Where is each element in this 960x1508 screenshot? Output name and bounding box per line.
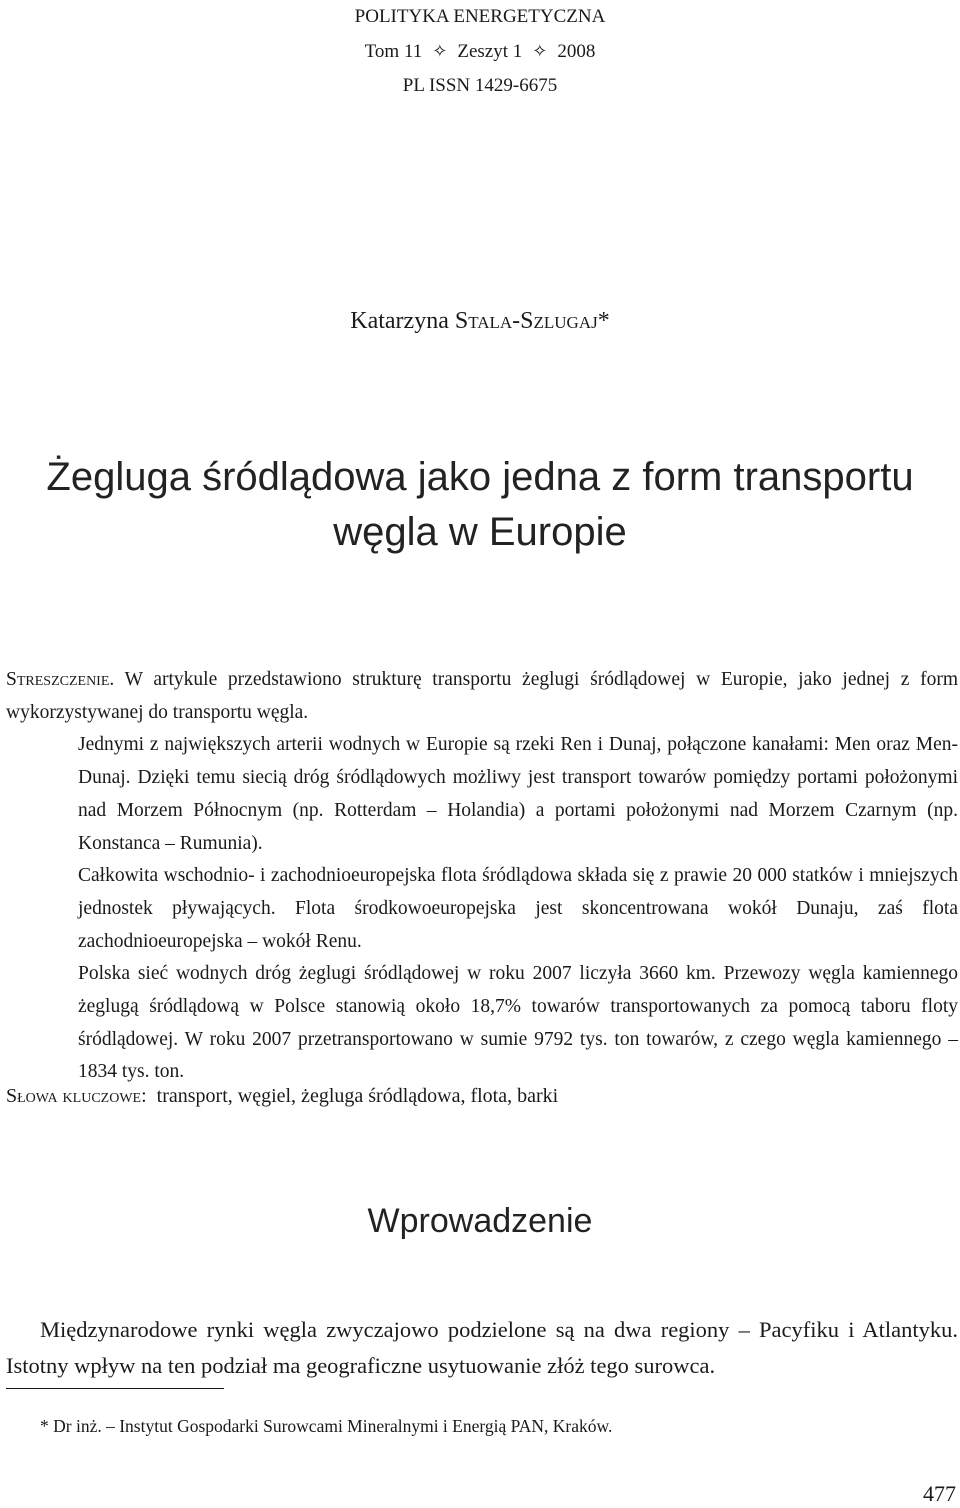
- star-separator-icon: ✧: [432, 41, 448, 61]
- page-number: 477: [923, 1481, 956, 1506]
- footnote: * Dr inż. – Instytut Gospodarki Surowcami Mineralnymi i Energią PAN, Kraków.: [40, 1416, 613, 1436]
- abstract-paragraph-3: Całkowita wschodnio- i zachodnioeuropejska flota śródlądowa składa się z prawie 20 000 statków i mniejszych jednostek pływających. Flota środkowoeuropejska jest skoncentrowana wokół Dunaju, zaś flota zachodnioeuropejska – wokół Renu.: [78, 865, 958, 952]
- abstract-text-1: W artykule przedstawiono strukturę transportu żeglugi śródlądowej w Europie, jako jednej z form wykorzystywanej do transportu węgla.: [6, 669, 958, 723]
- abstract-paragraph-2: Jednymi z największych arterii wodnych w Europie są rzeki Ren i Dunaj, połączone kanałami: Men oraz Men-Dunaj. Dzięki temu siecią dróg śródlądowych możliwy jest transport towarów pomiędzy portami położonymi nad Morzem Północnym (np. Rotterdam – Holandia) a portami położonymi nad Morzem Czarnym (np. Konstanca – Rumunia).: [78, 734, 958, 854]
- year: 2008: [557, 41, 596, 62]
- abstract-paragraph-4: Polska sieć wodnych dróg żeglugi śródlądowej w roku 2007 liczyła 3660 km. Przewozy węgla kamiennego żeglugą śródlądową w Polsce stanowią około 18,7% towarów transportowanych za pomocą taboru floty śródlądowej. W roku 2007 przetransportowano w sumie 9792 tys. ton towarów, z czego węgla kamiennego – 1834 tys. ton.: [78, 963, 958, 1083]
- intro-paragraph: Międzynarodowe rynki węgla zwyczajowo podzielone są na dwa regiony – Pacyfiku i Atlantyku. Istotny wpływ na ten podział ma geograficzne usytuowanie złóż tego surowca.: [6, 1317, 958, 1378]
- abstract-label: Streszczenie.: [6, 669, 115, 690]
- star-separator-icon: ✧: [532, 41, 548, 61]
- section-title: Wprowadzenie: [367, 1202, 593, 1240]
- keywords-text: transport, węgiel, żegluga śródlądowa, flota, barki: [156, 1085, 559, 1107]
- issue: Zeszyt 1: [457, 41, 523, 62]
- journal-header: [0, 0, 960, 103]
- author-footnote-marker: *: [597, 308, 610, 334]
- keywords: [6, 1085, 558, 1108]
- keywords-label: Słowa kluczowe:: [6, 1085, 147, 1107]
- author-last-name: Stala-Szlugaj: [454, 308, 598, 334]
- journal-name: POLITYKA ENERGETYCZNA: [354, 6, 606, 27]
- volume: Tom 11: [364, 41, 423, 62]
- author-first-name: Katarzyna: [350, 308, 449, 334]
- intro: [6, 1312, 958, 1384]
- volume-issue-line: [0, 34, 960, 69]
- title-line-1: Żegluga śródlądowa jako jedna z form transportu: [46, 455, 914, 499]
- article-title: [0, 450, 960, 560]
- issn: PL ISSN 1429-6675: [402, 75, 558, 96]
- footnote-rule: [6, 1388, 224, 1389]
- abstract-paragraph-1: [6, 664, 958, 729]
- title-line-2: węgla w Europie: [333, 510, 627, 554]
- abstract: [6, 664, 958, 1089]
- author-line: [0, 308, 960, 335]
